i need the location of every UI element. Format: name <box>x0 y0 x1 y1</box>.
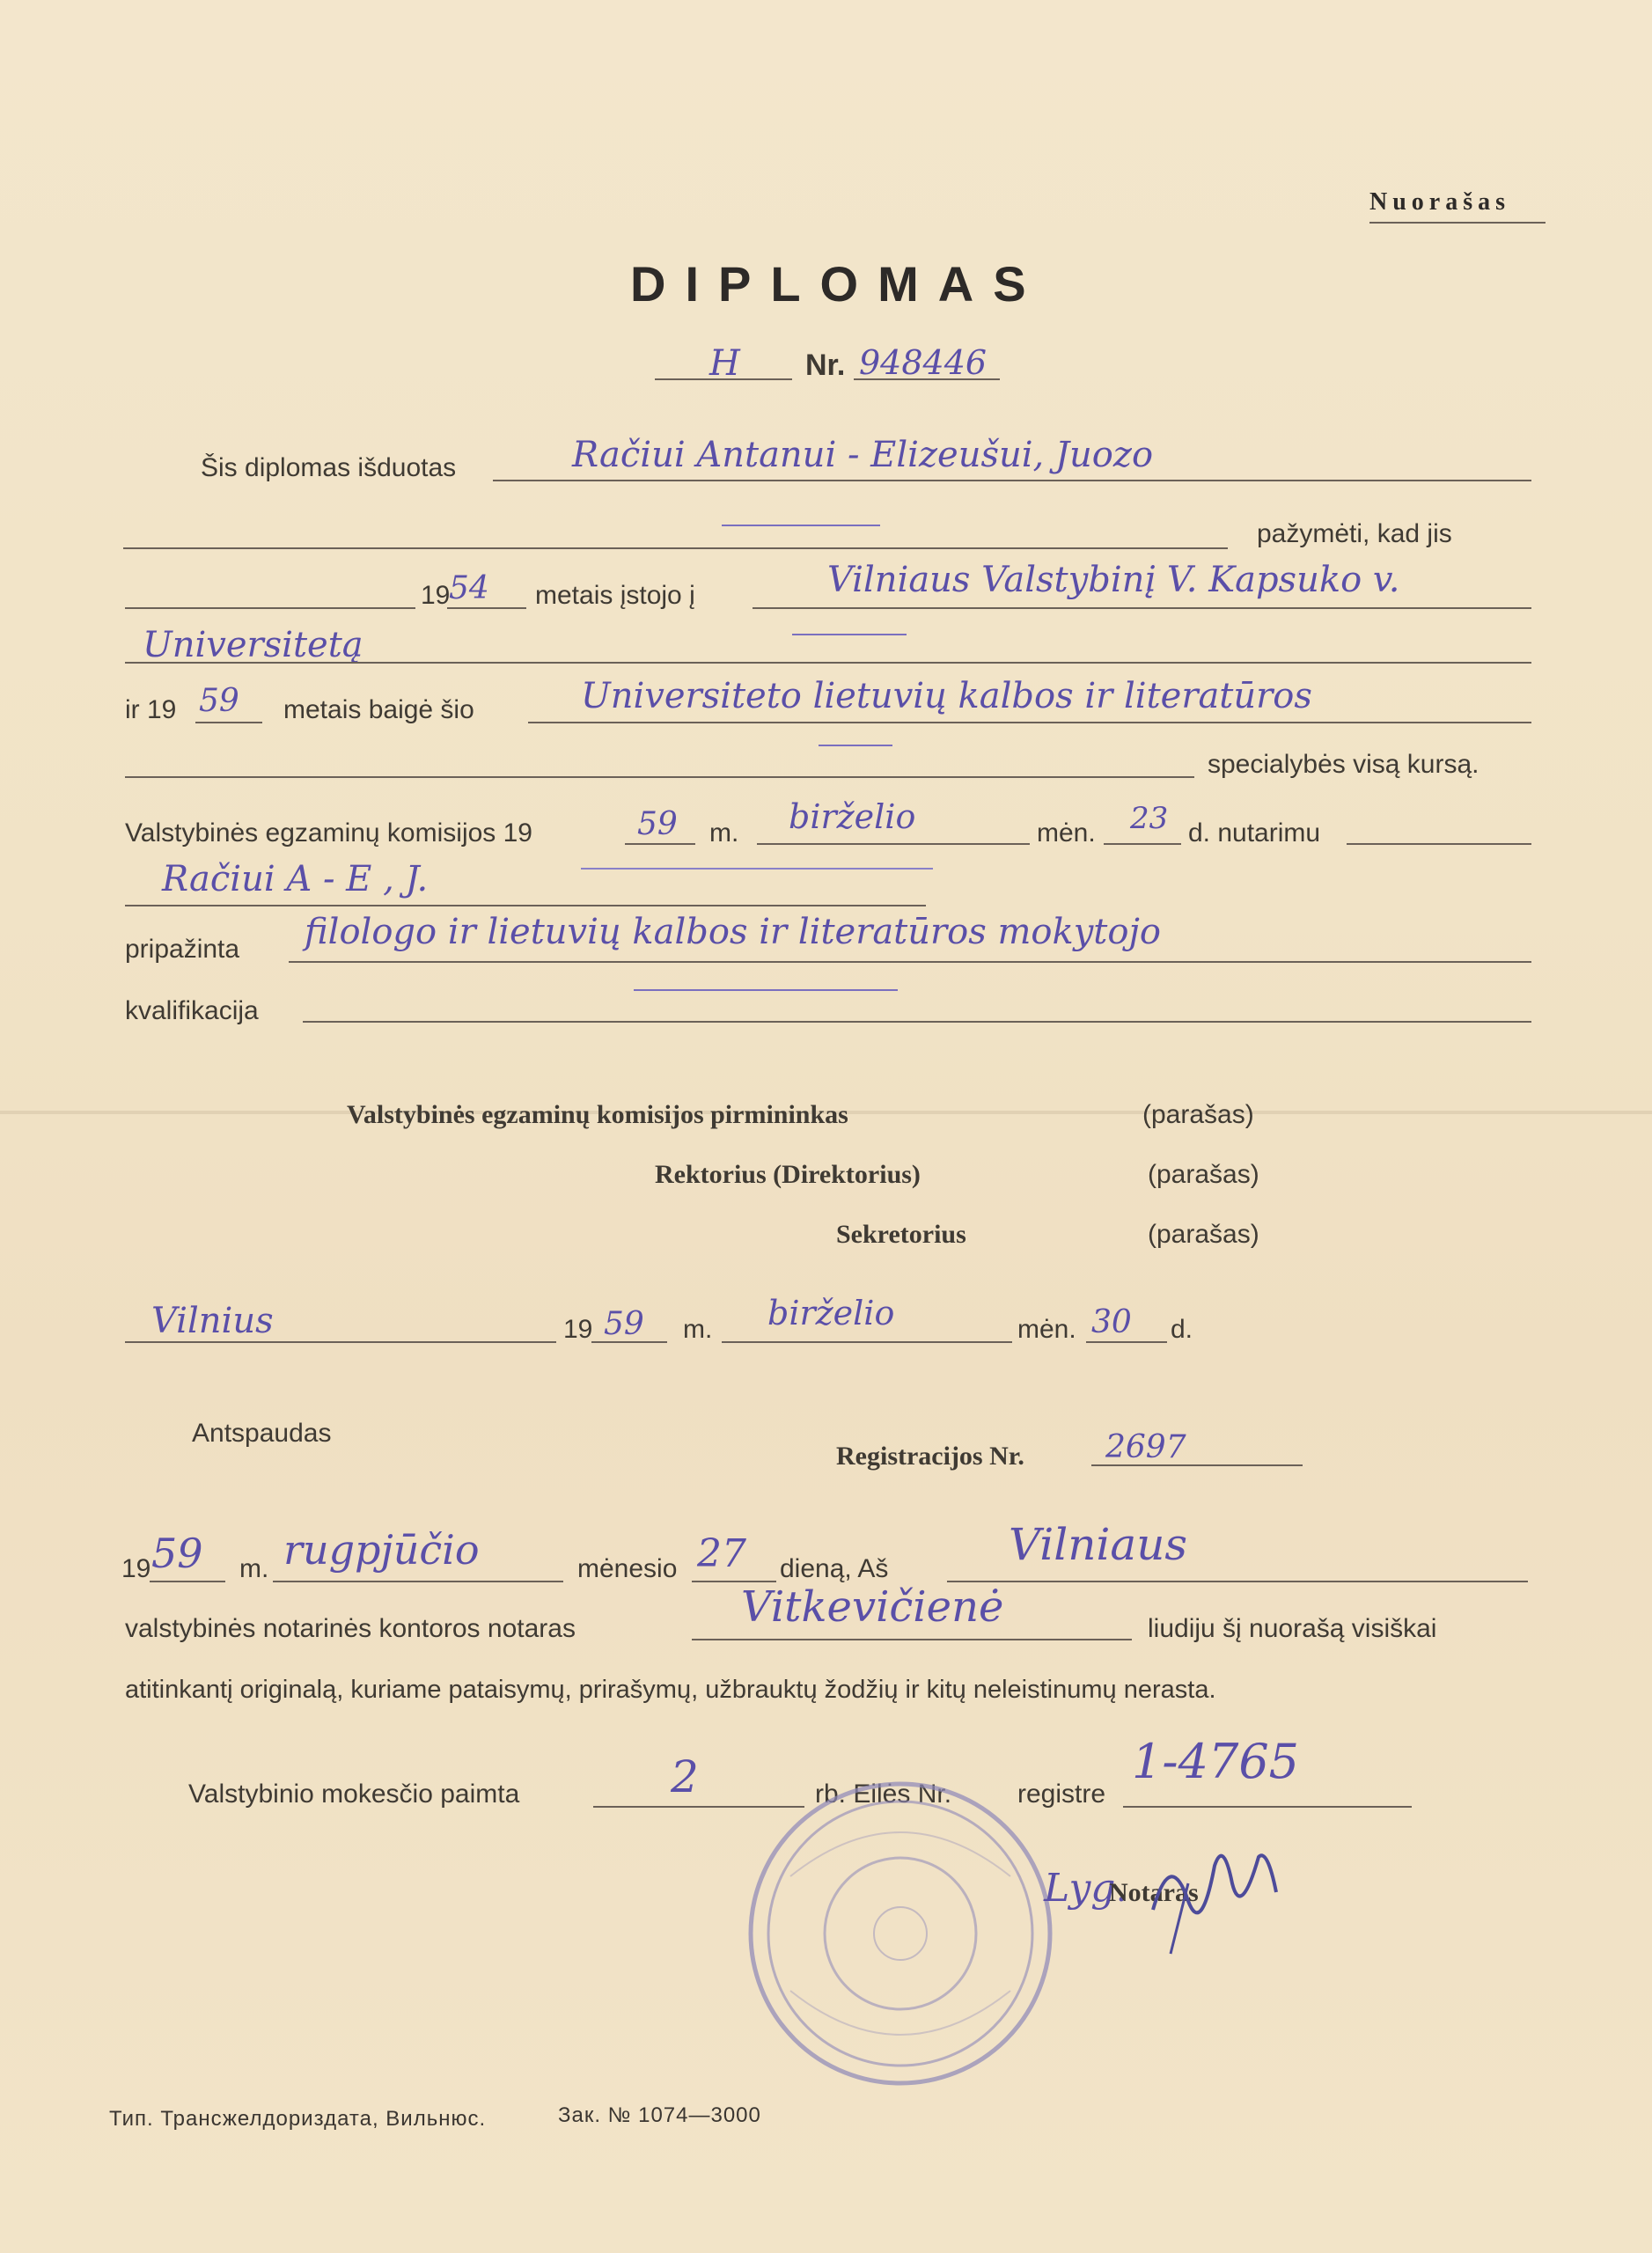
notary-year-prefix: 19 <box>121 1554 151 1583</box>
nr-value: 948446 <box>859 343 988 382</box>
rb-label: rb. Eilės Nr. <box>815 1780 952 1809</box>
notary-round-stamp <box>738 1771 1063 2096</box>
commission-year-line <box>625 843 695 845</box>
place-day-line <box>1086 1341 1167 1343</box>
handwritten-underline-1 <box>722 525 880 526</box>
register-line <box>1123 1806 1412 1808</box>
nr-label: Nr. <box>805 349 846 382</box>
notary-name-line <box>692 1639 1132 1640</box>
entered-year: 54 <box>449 570 489 606</box>
recipient-short: Račiui A - E , J. <box>162 859 429 899</box>
handwritten-underline-2 <box>792 634 907 635</box>
place-day: 30 <box>1091 1304 1132 1340</box>
registre-label: registre <box>1017 1780 1106 1809</box>
fee-label: Valstybinio mokesčio paimta <box>188 1780 520 1809</box>
specialty: Universiteto lietuvių kalbos ir literatūros <box>581 676 1312 716</box>
commission-month: birželio <box>789 797 916 836</box>
antspaudas-label: Antspaudas <box>192 1419 332 1448</box>
specialty-suffix: specialybės visą kursą. <box>1208 750 1479 779</box>
handwritten-underline-5 <box>634 989 898 991</box>
place-m-label: m. <box>683 1315 713 1344</box>
notary-year: 59 <box>151 1530 203 1577</box>
notary-m-label: m. <box>239 1554 269 1583</box>
notary-signature <box>1135 1831 1294 1963</box>
commission-tail-line <box>1347 843 1531 845</box>
commission-men-label: mėn. <box>1037 818 1096 848</box>
secretary-signature: (parašas) <box>1148 1220 1259 1249</box>
qualification: filologo ir lietuvių kalbos ir literatūros mokytojo <box>305 912 1161 952</box>
issued-label: Šis diplomas išduotas <box>201 453 457 482</box>
place-year: 59 <box>604 1306 644 1342</box>
notary-month-line <box>273 1581 563 1582</box>
commission-month-line <box>757 843 1030 845</box>
qualification-label-line <box>303 1021 1531 1023</box>
notary-day: 27 <box>697 1531 746 1576</box>
issued-to-name: Račiui Antanui - Elizeušui, Juozo <box>572 435 1154 475</box>
handwritten-underline-4 <box>581 868 933 870</box>
registration-number: 2697 <box>1105 1429 1186 1465</box>
entered-label: metais įstojo į <box>535 581 695 610</box>
finished-year: 59 <box>199 683 239 719</box>
rector-label: Rektorius (Direktorius) <box>655 1160 921 1189</box>
commission-day-line <box>1104 843 1181 845</box>
place-month: birželio <box>767 1294 895 1332</box>
blank-line-2 <box>125 607 415 609</box>
qualification-label: kvalifikacija <box>125 996 259 1025</box>
blank-line-3 <box>125 776 1194 778</box>
finished-year-line <box>195 722 262 723</box>
year-prefix-1: 19 <box>421 581 451 610</box>
commission-year: 59 <box>637 806 678 842</box>
register-number: 1-4765 <box>1132 1734 1300 1789</box>
notary-month: rugpjūčio <box>283 1526 480 1574</box>
chairman-signature: (parašas) <box>1142 1100 1254 1129</box>
entered-institution-cont: Universitetą <box>143 625 363 665</box>
series-value: H <box>709 343 740 384</box>
commission-day: 23 <box>1130 801 1169 836</box>
notary-office-label: valstybinės notarinės kontoros notaras <box>125 1614 576 1643</box>
notary-certify-text: liudiju šį nuorašą visiškai <box>1148 1614 1437 1643</box>
notary-name: Vitkevičienė <box>741 1582 1004 1632</box>
notary-menesio-label: mėnesio <box>577 1554 678 1583</box>
printer-info: Тип. Трансжелдориздата, Вильнюс. <box>109 2107 487 2131</box>
recipient-short-line <box>125 905 926 906</box>
ir-label: ir 19 <box>125 695 177 724</box>
signature-prefix: Lyg. <box>1044 1866 1128 1911</box>
secretary-label: Sekretorius <box>836 1220 966 1249</box>
blank-line-1 <box>123 547 1228 549</box>
fee-amount: 2 <box>671 1751 699 1802</box>
chairman-label: Valstybinės egzaminų komisijos pirmininkas <box>347 1100 848 1129</box>
commission-decision-label: d. nutarimu <box>1188 818 1321 848</box>
place-month-line <box>722 1341 1012 1343</box>
rector-signature: (parašas) <box>1148 1160 1259 1189</box>
institution-cont-line <box>125 662 1531 664</box>
notary-year-line <box>150 1581 225 1582</box>
copy-underline <box>1369 222 1546 224</box>
copy-label: Nuorašas <box>1369 188 1511 216</box>
place-year-prefix: 19 <box>563 1315 593 1344</box>
notary-statement: atitinkantį originalą, kuriame pataisymų, prirašymų, užbrauktų žodžių ir kitų neleistinumų nerasta. <box>125 1676 1216 1704</box>
notary-label: Notaras <box>1109 1878 1199 1907</box>
handwritten-underline-3 <box>819 745 892 746</box>
document-title: DIPLOMAS <box>630 256 1046 312</box>
notary-city-line <box>947 1581 1528 1582</box>
issued-line <box>493 480 1531 481</box>
finished-label: metais baigė šio <box>283 695 474 724</box>
registration-label: Registracijos Nr. <box>836 1442 1024 1471</box>
entered-year-line <box>447 607 526 609</box>
specialty-line <box>528 722 1531 723</box>
place-men-label: mėn. <box>1017 1315 1076 1344</box>
commission-m-label: m. <box>709 818 739 848</box>
order-info: Зак. № 1074—3000 <box>558 2103 761 2127</box>
place-d-label: d. <box>1171 1315 1193 1344</box>
place-city: Vilnius <box>151 1301 274 1341</box>
qualification-line <box>289 961 1531 963</box>
entered-institution: Vilniaus Valstybinį V. Kapsuko v. <box>827 560 1400 600</box>
notary-diena-label: dieną, Aš <box>780 1554 889 1583</box>
recognized-label: pripažinta <box>125 935 240 964</box>
certify-label: pažymėti, kad jis <box>1257 519 1452 548</box>
commission-label: Valstybinės egzaminų komisijos 19 <box>125 818 532 848</box>
place-city-line <box>125 1341 556 1343</box>
notary-city: Vilniaus <box>1009 1519 1188 1570</box>
entered-line <box>753 607 1531 609</box>
